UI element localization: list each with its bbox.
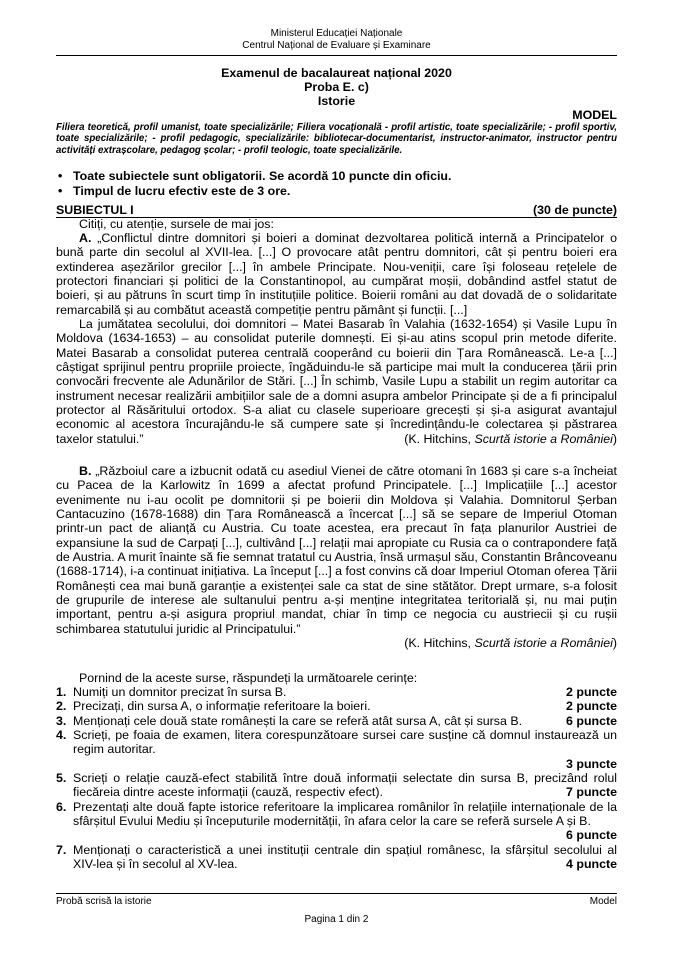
question-points: 2 puncte bbox=[566, 699, 617, 714]
question-text: Numiți un domnitor precizat în sursa B. bbox=[73, 685, 287, 699]
question-text: Scrieți, pe foaia de examen, litera corespunzătoare sursei care susține că domnul instaurează un regim autoritar. bbox=[73, 728, 617, 757]
source-b-paragraph: B. „Războiul care a izbucnit odată cu asediul Vienei de către otomani în 1683 și care s-a încheiat cu Pacea de la Karlowitz în 1699 a afectat profund Principatele. [...] Implicațiile [...] acestor evenimente nu i-au ocolit pe domnitorii și pe boierii din Moldova și Valahia. Domnitorul Șerban Cantacuzino (1678-1688) din Țara Românească a încercat [...] să se separe de Imperiul Otoman printr-un pact de alianță cu Austria. Cu toate acestea, era precaut în fața planurilor Austriei de expansiune la sud de Carpați [...], cultivând [...] relații mai apropiate cu Rusia ca o contrapondere față de Austria. A murit înainte să fie semnat tratatul cu Austria, însă urmașul său, Constantin Brâncoveanu (1688-1714), i-a continuat inițiativa. La început [...] a fost convins că doar Imperiul Otoman oferea Țării Românești cea mai bună garanție a existenței sale ca stat de sine stătător. Drept urmare, s-a folosit de grupurile de interese ale sultanului pentru a-și menține integritatea teritorială și, nu mai puțin important, pentru a-și asigura propriul mandat, chiar în timp ce negocia cu austriecii și cu rușii schimbarea statutului juridic al Principatului.” bbox=[56, 464, 617, 636]
question-item bbox=[56, 800, 617, 843]
question-number: 5. bbox=[56, 771, 67, 786]
question-item bbox=[56, 699, 617, 713]
instruction-item: • Timpul de lucru efectiv este de 3 ore. bbox=[56, 184, 617, 199]
question-text: Precizați, din sursa A, o informație referitoare la boieri. bbox=[73, 699, 371, 714]
section-points: (30 de puncte) bbox=[533, 203, 617, 217]
question-item bbox=[56, 771, 617, 800]
section-title: SUBIECTUL I bbox=[56, 203, 134, 217]
source-a-paragraph-1: A. „Conflictul dintre domnitori și boieri a dominat dezvoltarea politică internă a Principatelor o bună parte din secolul al XVII-lea. [...] O provocare atât pentru domnitori, cât și pentru boieri era extinderea așezărilor grecilor [...] în ambele Principate. Nou-veniții, care își foloseau rețelele de protectori financiari și politici de la Constantinopol, au cumpărat moșii, dobândind astfel statut de boieri, și au pătruns în scurt timp în instituțiile politice. Boierii români au dat dovadă de o solidaritate remarcabilă și au combătut această competiție pentru pământ și funcții. [...] bbox=[56, 231, 617, 317]
question-points: 7 puncte bbox=[566, 785, 617, 800]
exam-subject: Istorie bbox=[317, 94, 356, 108]
question-item bbox=[56, 728, 617, 771]
model-label: MODEL bbox=[572, 108, 617, 122]
question-number: 7. bbox=[56, 842, 67, 857]
question-text: Prezentați alte două fapte istorice referitoare la implicarea românilor în relațiile internaționale de la sfârșitul Evului Mediu și începuturile modernității, în afara celor la care se referă sursele A și B. bbox=[73, 799, 617, 829]
source-b-citation: (K. Hitchins, Scurtă istorie a României) bbox=[404, 636, 617, 651]
section-intro: Citiți, cu atenție, sursele de mai jos: bbox=[79, 217, 274, 231]
source-b-label: B. bbox=[79, 464, 92, 478]
question-number: 1. bbox=[56, 685, 67, 699]
question-number: 2. bbox=[56, 699, 67, 714]
question-item bbox=[56, 685, 617, 699]
exam-page bbox=[56, 0, 617, 962]
footer-right-text: Model bbox=[589, 896, 617, 907]
exam-title: Examenul de bacalaureat național 2020 bbox=[221, 66, 452, 80]
instructions-list bbox=[56, 169, 617, 199]
question-item bbox=[56, 714, 617, 728]
question-text: Menționați cele două state românești la care se referă atât sursa A, cât și sursa B. bbox=[73, 713, 523, 728]
question-points: 4 puncte bbox=[566, 857, 617, 872]
footer-left-text: Probă scrisă la istorie bbox=[56, 896, 152, 907]
source-a-paragraph-2: La jumătatea secolului, doi domnitori – Matei Basarab în Valahia (1632-1654) și Vasile Lupu în Moldova (1634-1653) – au consolidat puterile domnești. Ei și-au atins scopul prin metode diferite. Matei Basarab a consolidat puterea centrală cooperând cu boierii din Țara Românească. Le-a [...] câștigat sprijinul pentru propriile proiecte, îngăduindu-le să participe mai mult la conducerea țării prin convocări frecvente ale Adunărilor de Stări. [...] În schimb, Vasile Lupu a stabilit un regim autoritar ca instrument necesar realizării ambițiilor sale de a domni asupra ambelor Principate și de a fi principalul protector al Răsăritului ortodox. S-a aliat cu clasele superioare grecești și și-a asigurat avantajul economic al acestora încurajându-le să cumpere sate și încredințându-le colectarea și păstrarea taxelor statului.” (K. Hitchins, Scurtă istorie a României) bbox=[56, 317, 617, 446]
question-points: 3 puncte bbox=[566, 756, 617, 771]
question-number: 3. bbox=[56, 713, 67, 728]
requirements-intro: Pornind de la aceste surse, răspundeți la următoarele cerințe: bbox=[79, 671, 418, 685]
source-a-citation: (K. Hitchins, Scurtă istorie a României) bbox=[404, 431, 617, 446]
footer-divider bbox=[56, 893, 617, 894]
source-a-label: A. bbox=[79, 231, 92, 245]
instruction-item: • Toate subiectele sunt obligatorii. Se acordă 10 puncte din oficiu. bbox=[56, 169, 617, 184]
question-points: 6 puncte bbox=[566, 713, 617, 728]
source-b bbox=[56, 464, 617, 650]
page-number: Pagina 1 din 2 bbox=[304, 914, 369, 925]
question-points: 6 puncte bbox=[566, 828, 617, 843]
question-points: 2 puncte bbox=[566, 685, 617, 699]
source-a bbox=[56, 231, 617, 446]
question-number: 4. bbox=[56, 728, 67, 743]
question-number: 6. bbox=[56, 799, 67, 814]
section-heading bbox=[56, 203, 617, 218]
filiera-text: Filiera teoretică, profil umanist, toate specializările; Filiera vocațională - profil artistic, toate specializările; - profil sportiv, toate specializările; - profil pedagogic, specializările: bibliotecar-documentarist, instructor-animator, instructor pentru activități extrașcolare, pedagog școlar; - profil teologic, toate specializările. bbox=[56, 122, 617, 156]
ministry-header: Ministerul Educației Naționale bbox=[270, 28, 403, 39]
header-divider bbox=[56, 55, 617, 56]
center-header: Centrul Național de Evaluare și Examinare bbox=[242, 40, 431, 51]
questions-list bbox=[56, 685, 617, 871]
question-text: Menționați o caracteristică a unei instituții centrale din spațiul românesc, la sfârșitul secolului al XIV-lea și în secolul al XV-lea. bbox=[73, 842, 617, 872]
question-text: Scrieți o relație cauză-efect stabilită între două informații selectate din sursa B, precizând rolul fiecăreia dintre aceste informații (cauză, respectiv efect). bbox=[73, 771, 617, 800]
exam-proba: Proba E. c) bbox=[304, 80, 369, 94]
question-item bbox=[56, 843, 617, 872]
